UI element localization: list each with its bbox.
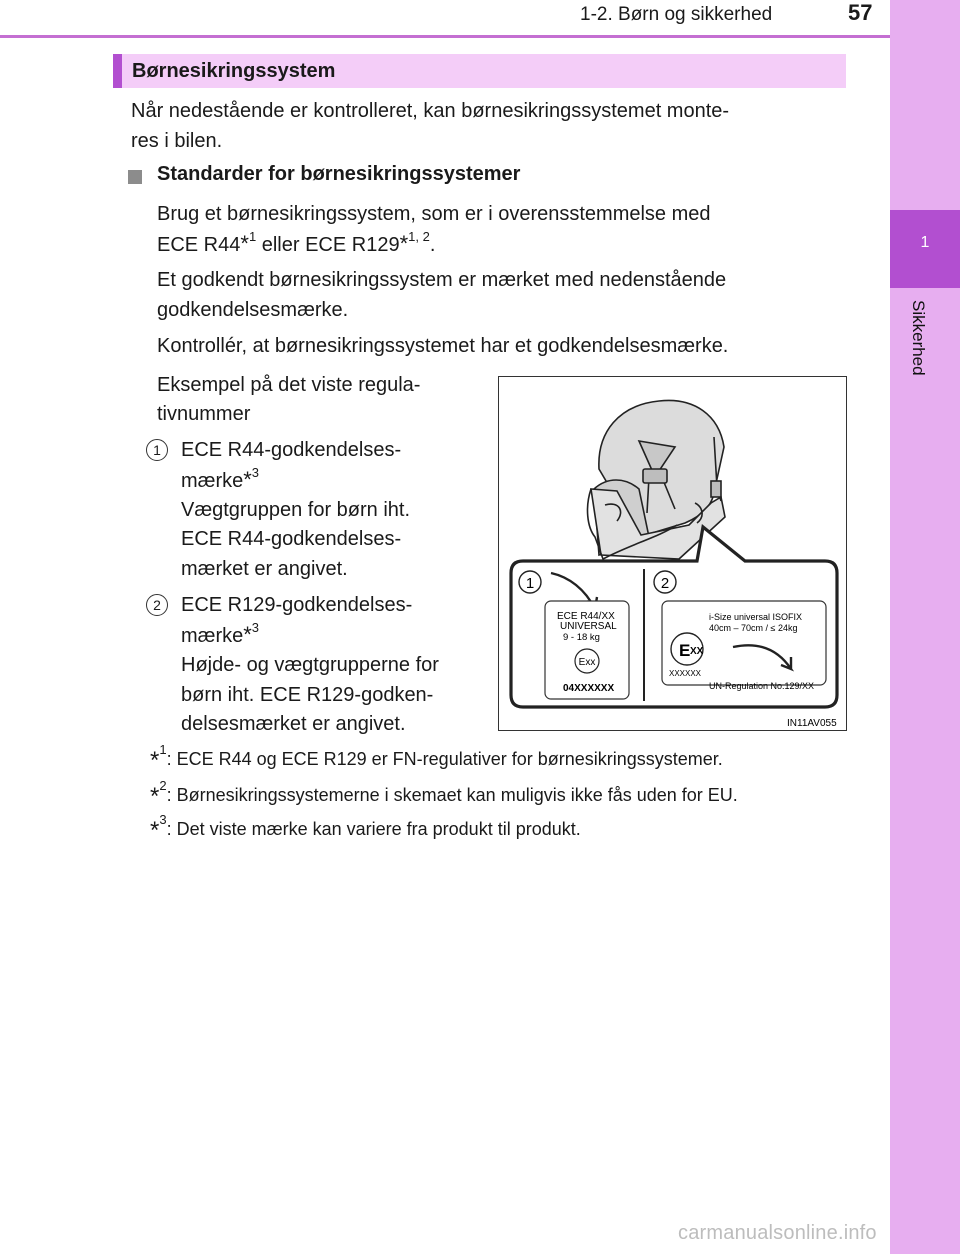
item2-desc-3: delsesmærket er angivet.: [181, 713, 406, 735]
standards-p2-line1: Et godkendt børnesikringssystem er mærket med nedenstående: [157, 269, 727, 291]
item1-title-a: ECE R44-godkendelses-: [181, 439, 402, 461]
r129-e-xx: XX: [690, 646, 704, 657]
asterisk-icon: *: [240, 231, 249, 256]
item1-footnote-ref: 3: [251, 465, 260, 481]
asterisk-icon: *: [243, 622, 252, 647]
standards-p3: Kontrollér, at børnesikringssystemet har et godkendelsesmærke.: [157, 335, 729, 357]
item2-title-word: mærke: [181, 625, 244, 647]
example-line-2: tivnummer: [157, 403, 251, 425]
item2-desc-2: børn iht. ECE R129-godken-: [181, 684, 434, 706]
section-title: 1-2. Børn og sikkerhed: [580, 4, 773, 25]
intro-line-1: Når nedestående er kontrolleret, kan børnesikringssystemet monte-: [131, 100, 730, 122]
callout-1-number: 1: [525, 575, 535, 592]
intro-line-2: res i bilen.: [131, 130, 223, 152]
header-rule: [0, 35, 890, 38]
r44-e-mark: Exx: [578, 657, 596, 668]
r129-label-line1: i-Size universal ISOFIX: [709, 612, 803, 622]
r129-regulation: UN-Regulation No.129/XX: [709, 681, 815, 691]
item1-title-word: mærke: [181, 470, 244, 492]
item-number-1: 1: [146, 439, 168, 461]
period: .: [429, 234, 436, 256]
banner-title: Børnesikringssystem: [132, 60, 336, 82]
ece-r129-text: eller ECE R129: [256, 234, 400, 256]
asterisk-icon: *: [150, 783, 160, 810]
approval-mark-figure: [498, 376, 847, 731]
footnote-ref-1: 1: [248, 229, 257, 245]
standards-heading: Standarder for børnesikringssystemer: [157, 163, 521, 185]
item2-title-a: ECE R129-godkendelses-: [181, 594, 413, 616]
square-bullet-icon: [128, 170, 142, 184]
asterisk-icon: *: [243, 467, 252, 492]
item1-desc-3: mærket er angivet.: [181, 558, 348, 580]
footnote-1: [150, 744, 723, 772]
standards-p1-line2: [157, 229, 435, 260]
r44-label-line2: UNIVERSAL: [560, 621, 617, 632]
footnote-3: [150, 814, 581, 842]
footnote-2: [150, 780, 738, 808]
item-number-2: 2: [146, 594, 168, 616]
footnote-2-num: 2: [159, 778, 167, 793]
chapter-label: Sikkerhed: [909, 300, 928, 376]
item2-footnote-ref: 3: [251, 620, 260, 636]
ece-r44-text: ECE R44: [157, 234, 241, 256]
r44-code: 04XXXXXX: [563, 683, 615, 694]
standards-p1-line1: Brug et børnesikringssystem, som er i overensstemmelse med: [157, 203, 711, 225]
chapter-tab[interactable]: [890, 210, 960, 288]
standards-p2-line2: godkendelsesmærke.: [157, 299, 349, 321]
asterisk-icon: *: [150, 817, 160, 844]
item1-desc-2: ECE R44-godkendelses-: [181, 528, 402, 550]
item2-desc-1: Højde- og vægtgrupperne for: [181, 654, 439, 676]
asterisk-icon: *: [399, 231, 409, 256]
asterisk-icon: *: [150, 747, 160, 774]
item2-title-b: [181, 620, 259, 651]
r129-code: XXXXXX: [669, 669, 702, 678]
footnote-2-text: : Børnesikringssystemerne i skemaet kan muligvis ikke fås uden for EU.: [166, 785, 738, 805]
footnote-1-text: : ECE R44 og ECE R129 er FN-regulativer for børnesikringssystemer.: [166, 749, 723, 769]
example-line-1: Eksempel på det viste regula-: [157, 374, 421, 396]
chapter-number: 1: [920, 234, 930, 251]
r129-e-letter: E: [679, 641, 691, 660]
footnote-3-text: : Det viste mærke kan variere fra produkt til produkt.: [166, 819, 581, 839]
figure-code: IN11AV055: [787, 718, 837, 729]
section-banner: [113, 54, 846, 88]
figure-svg: [499, 377, 846, 730]
item1-desc-1: Vægtgruppen for børn iht.: [181, 499, 411, 521]
footnote-ref-1-2: 1, 2: [408, 229, 430, 245]
r44-label-line3: 9 - 18 kg: [563, 632, 600, 643]
footnote-1-num: 1: [159, 742, 167, 757]
item1-title-b: [181, 465, 259, 496]
callout-2-number: 2: [660, 575, 670, 592]
page-number: 57: [848, 0, 873, 25]
r129-label-line2: 40cm – 70cm / ≤ 24kg: [709, 623, 798, 633]
r44-label-line1: ECE R44/XX: [557, 611, 615, 622]
footnote-3-num: 3: [159, 812, 167, 827]
watermark: carmanualsonline.info: [678, 1222, 877, 1244]
side-tab: [890, 0, 960, 1254]
